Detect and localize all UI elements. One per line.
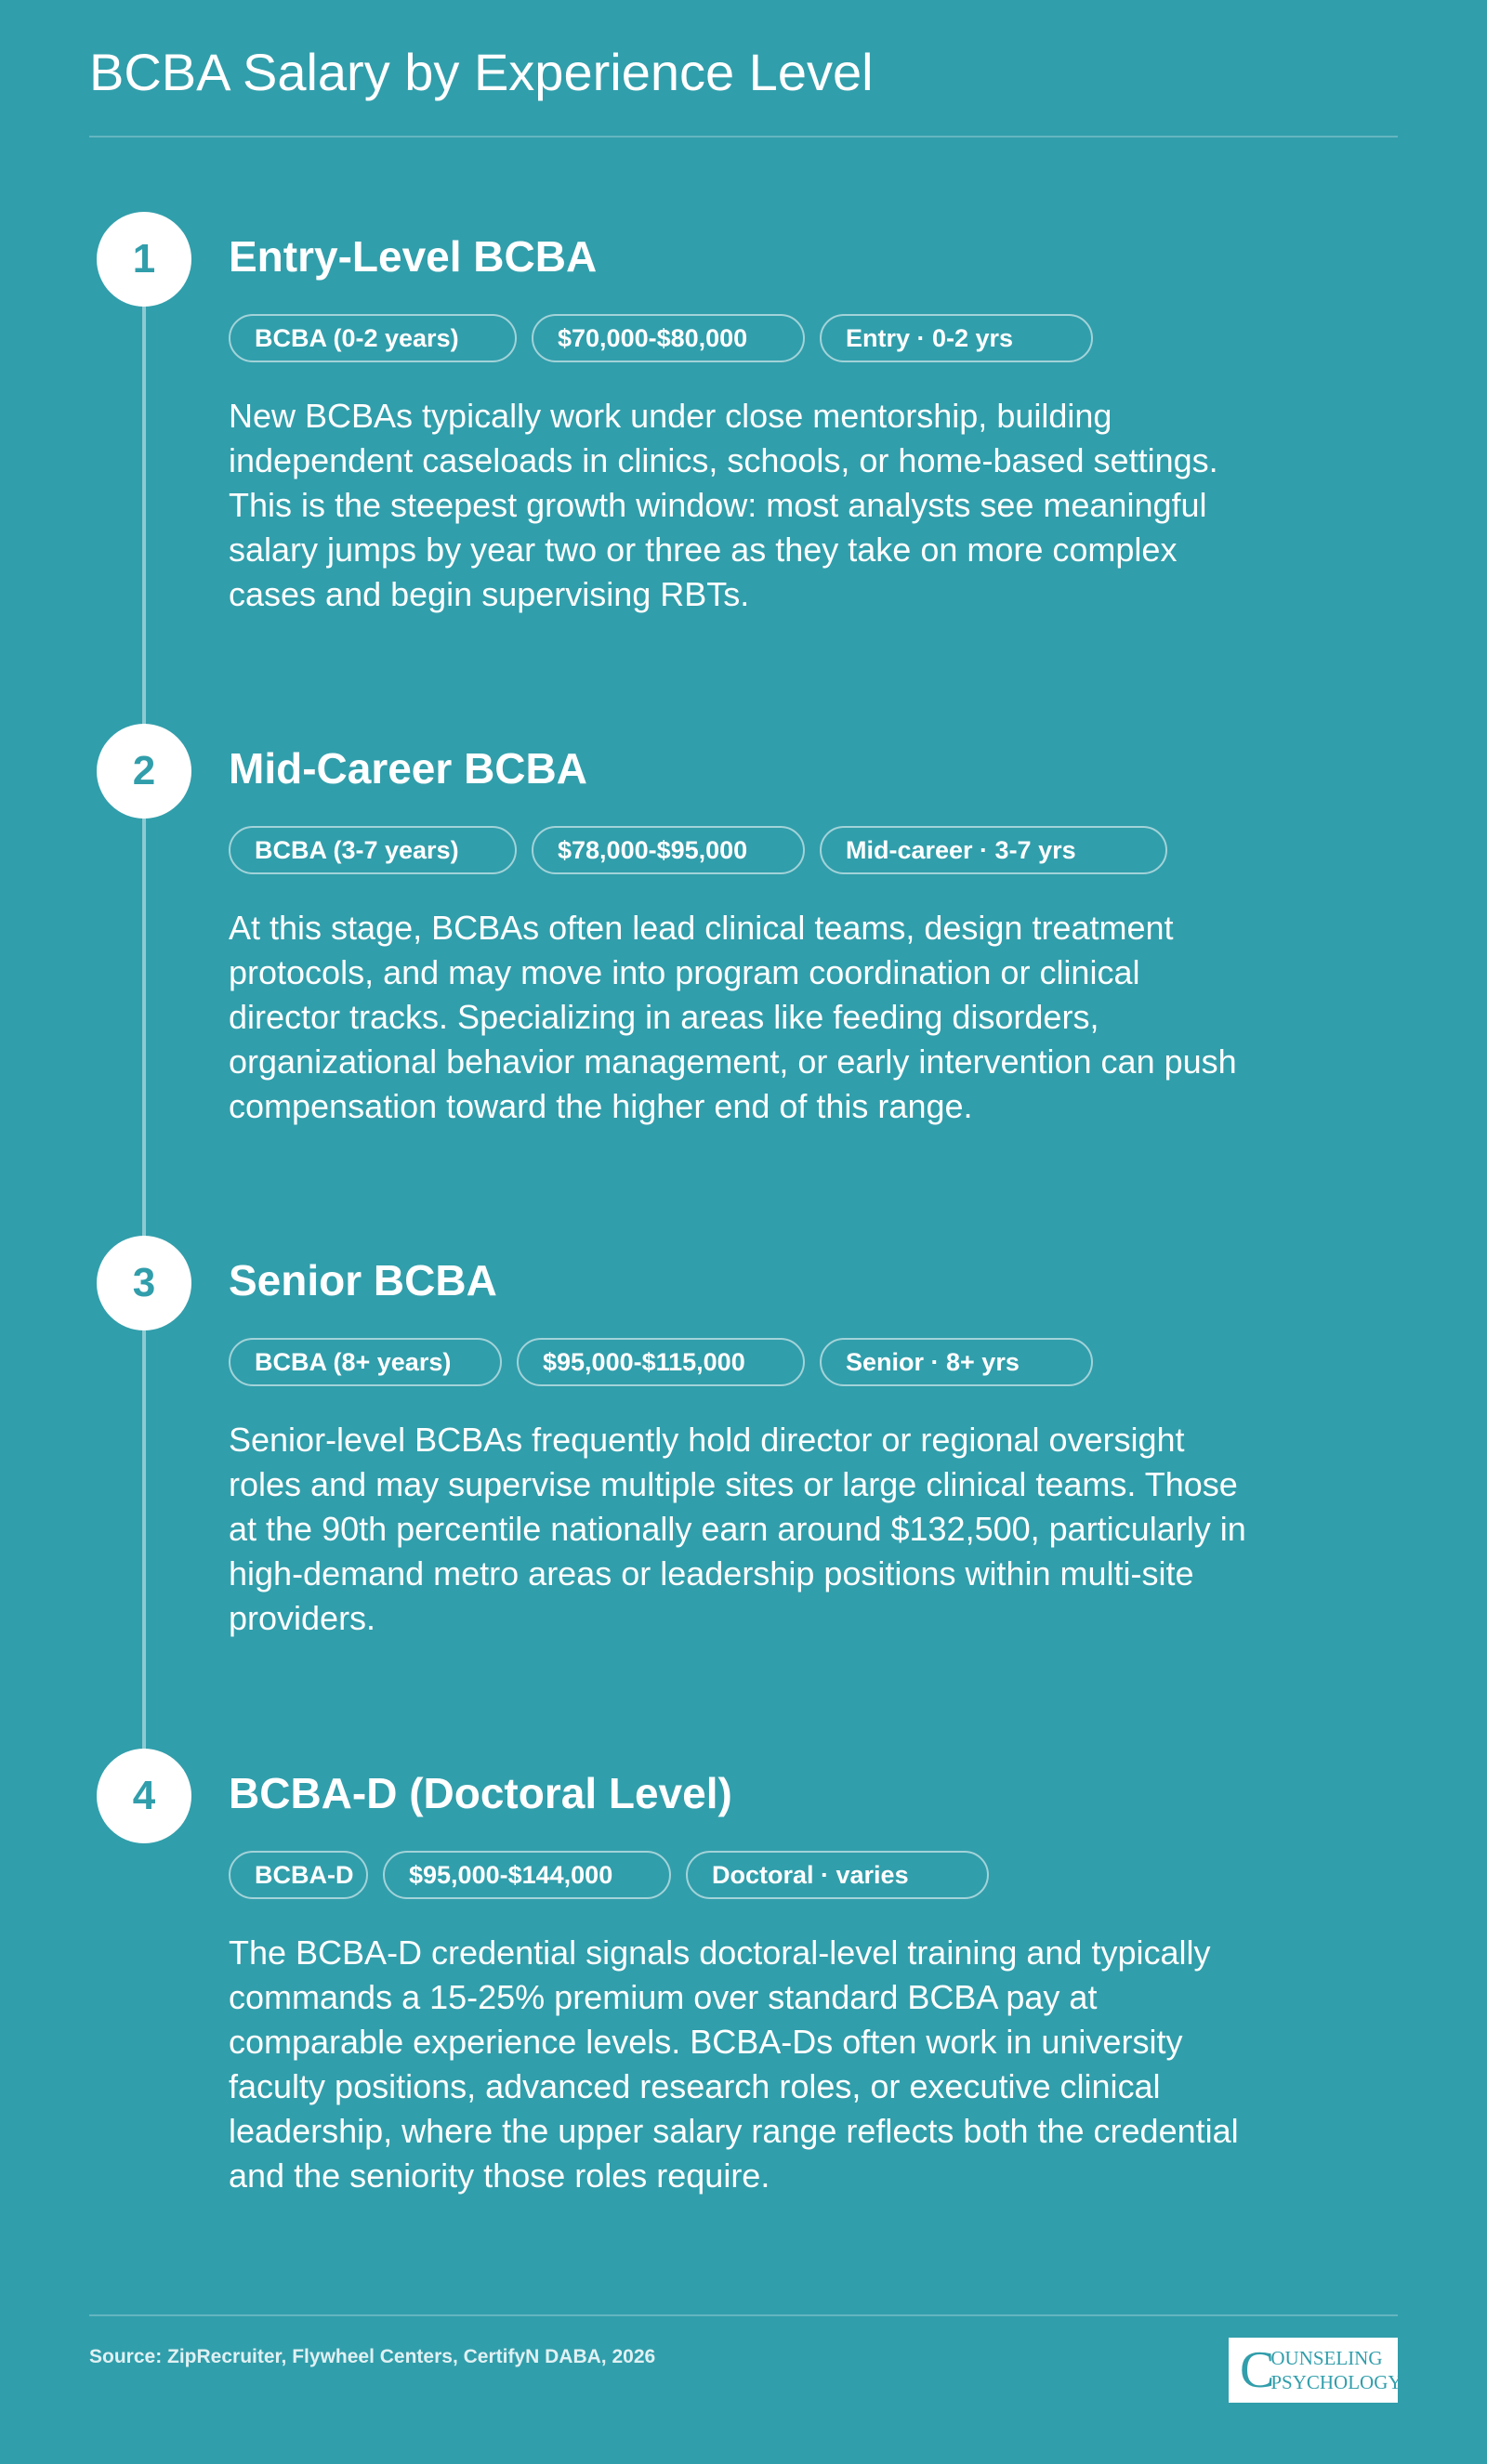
step-title: Entry-Level BCBA bbox=[229, 232, 598, 281]
source-citation: Source: ZipRecruiter, Flywheel Centers, CertifyN DABA, 2026 bbox=[89, 2346, 656, 2367]
timeline-line bbox=[142, 260, 146, 1793]
tag-credential: BCBA (3-7 years) bbox=[229, 826, 517, 874]
tag-salary-range: $95,000-$144,000 bbox=[383, 1851, 671, 1899]
tag-credential: BCBA-D bbox=[229, 1851, 368, 1899]
tag-experience: Entry · 0-2 yrs bbox=[820, 314, 1093, 362]
tag-list bbox=[229, 826, 1167, 874]
step-description: The BCBA-D credential signals doctoral-level training and typically commands a 15-25% premium over standard BCBA pay at comparable experience levels. BCBA-Ds often work in university faculty positions, advanced research roles, or executive clinical leadership, where the upper salary range reflects both the credential and the seniority those roles require. bbox=[229, 1933, 1239, 2195]
step-description: New BCBAs typically work under close mentorship, building independent caseloads in clinics, schools, or home-based settings. This is the steepest growth window: most analysts see meaningful salary jumps by year two or three as they take on more complex cases and begin supervising RBTs. bbox=[229, 397, 1218, 613]
step-number-badge: 3 bbox=[97, 1236, 191, 1330]
step-title: Mid-Career BCBA bbox=[229, 744, 587, 793]
step-number-badge: 4 bbox=[97, 1749, 191, 1843]
tag-experience: Senior · 8+ yrs bbox=[820, 1338, 1093, 1386]
tag-credential: BCBA (0-2 years) bbox=[229, 314, 517, 362]
tag-list bbox=[229, 1851, 989, 1899]
step-description: Senior-level BCBAs frequently hold director or regional oversight roles and may supervise multiple sites or large clinical teams. Those at the 90th percentile nationally earn around $132,500, particularly in high-demand metro areas or leadership positions within multi-site providers. bbox=[229, 1421, 1246, 1637]
tag-list bbox=[229, 1338, 1093, 1386]
logo-line-1: OUNSELING bbox=[1270, 2347, 1383, 2369]
step-title: BCBA-D (Doctoral Level) bbox=[229, 1769, 732, 1817]
page-title: BCBA Salary by Experience Level bbox=[89, 43, 874, 101]
tag-experience: Doctoral · varies bbox=[686, 1851, 989, 1899]
logo-mark: C bbox=[1240, 2341, 1275, 2399]
tag-experience: Mid-career · 3-7 yrs bbox=[820, 826, 1167, 874]
tag-salary-range: $78,000-$95,000 bbox=[532, 826, 805, 874]
brand-logo bbox=[1229, 2338, 1402, 2403]
step-description: At this stage, BCBAs often lead clinical teams, design treatment protocols, and may move into program coordination or clinical director tracks. Specializing in areas like feeding disorders, organizational behavior management, or early intervention can push compensation toward the higher end of this range. bbox=[229, 909, 1237, 1125]
header-divider bbox=[89, 136, 1398, 138]
logo-wordmark bbox=[1270, 2346, 1401, 2394]
tag-salary-range: $70,000-$80,000 bbox=[532, 314, 805, 362]
step-number-badge: 2 bbox=[97, 724, 191, 819]
footer-divider bbox=[89, 2314, 1398, 2316]
tag-list bbox=[229, 314, 1093, 362]
tag-credential: BCBA (8+ years) bbox=[229, 1338, 502, 1386]
tag-salary-range: $95,000-$115,000 bbox=[517, 1338, 805, 1386]
logo-line-2: PSYCHOLOGY bbox=[1270, 2371, 1402, 2393]
step-title: Senior BCBA bbox=[229, 1256, 497, 1304]
step-number-badge: 1 bbox=[97, 212, 191, 307]
